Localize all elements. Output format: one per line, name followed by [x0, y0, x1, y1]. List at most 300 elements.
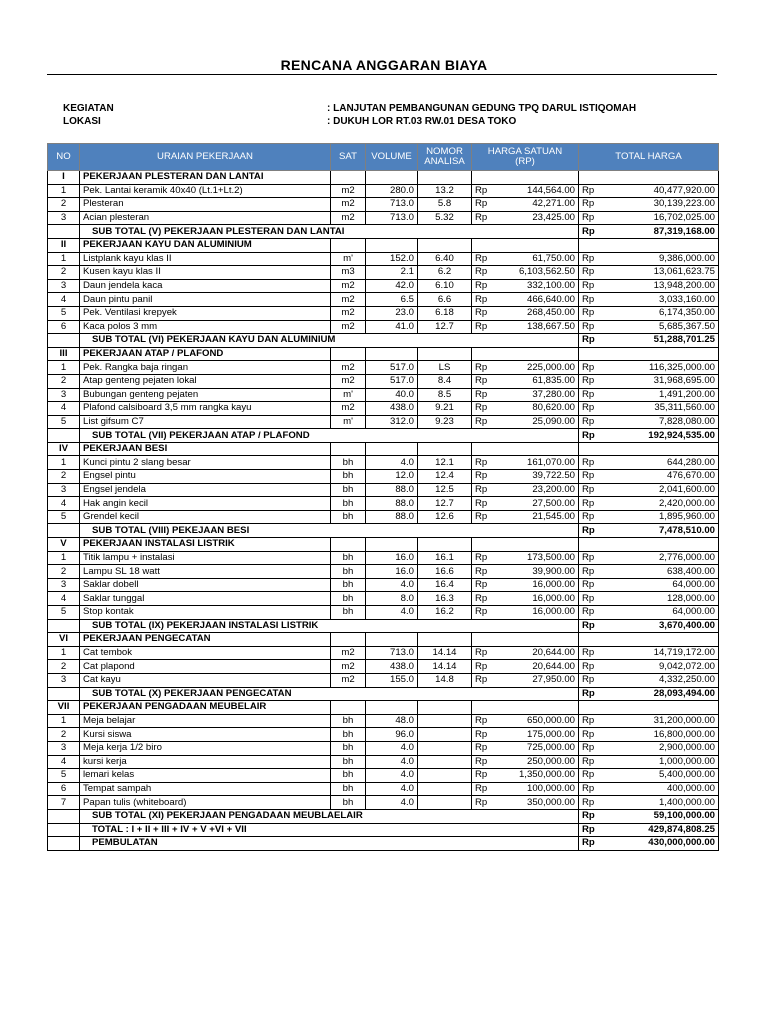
cell-analysis-number: 12.4 — [418, 470, 472, 484]
cell-unit-price: 161,070.00 — [492, 456, 579, 470]
cell-total-price: 400,000.00 — [599, 782, 719, 796]
cell-empty — [331, 633, 366, 647]
col-header-volume: VOLUME — [366, 144, 418, 171]
cell-empty — [599, 442, 719, 456]
cell-description: Daun pintu panil — [80, 293, 331, 307]
cell-currency: Rp — [472, 497, 492, 511]
cell-empty — [366, 633, 418, 647]
cell-no: VII — [48, 701, 80, 715]
cell-total-price: 13,948,200.00 — [599, 279, 719, 293]
cell-volume: 312.0 — [366, 415, 418, 429]
cell-currency: Rp — [579, 782, 599, 796]
cell-description: Cat plapond — [80, 660, 331, 674]
subtotal-row — [48, 809, 719, 823]
cell-section-title: PEKERJAAN INSTALASI LISTRIK — [80, 538, 331, 552]
table-row — [48, 592, 719, 606]
cell-empty — [418, 347, 472, 361]
cell-empty — [579, 171, 599, 185]
cell-currency: Rp — [579, 429, 599, 443]
subtotal-row — [48, 619, 719, 633]
cell-description: Listplank kayu klas II — [80, 252, 331, 266]
cell-subtotal-value: 59,100,000.00 — [599, 809, 719, 823]
table-row — [48, 741, 719, 755]
cell-currency: Rp — [472, 415, 492, 429]
subtotal-row — [48, 334, 719, 348]
cell-no: 2 — [48, 470, 80, 484]
cell-unit: m2 — [331, 198, 366, 212]
cell-volume: 96.0 — [366, 728, 418, 742]
cell-description: Bubungan genteng pejaten — [80, 388, 331, 402]
cell-currency: Rp — [472, 374, 492, 388]
cell-no: II — [48, 238, 80, 252]
cell-subtotal-label: SUB TOTAL (IX) PEKERJAAN INSTALASI LISTRIK — [80, 619, 579, 633]
cell-unit-price: 466,640.00 — [492, 293, 579, 307]
col-header-nomor-analisa — [418, 144, 472, 171]
table-row — [48, 673, 719, 687]
cell-no: 5 — [48, 415, 80, 429]
cell-currency: Rp — [472, 266, 492, 280]
table-row — [48, 769, 719, 783]
cell-currency: Rp — [579, 279, 599, 293]
cell-empty — [472, 347, 492, 361]
cell-unit-price: 37,280.00 — [492, 388, 579, 402]
table-row — [48, 483, 719, 497]
cell-unit-price: 100,000.00 — [492, 782, 579, 796]
cell-empty — [472, 701, 492, 715]
cell-description: Meja belajar — [80, 714, 331, 728]
cell-analysis-number: 9.21 — [418, 402, 472, 416]
cell-empty — [418, 171, 472, 185]
cell-currency: Rp — [579, 402, 599, 416]
cell-no: 4 — [48, 592, 80, 606]
cell-empty — [48, 823, 80, 837]
cell-no: 4 — [48, 497, 80, 511]
cell-subtotal-label: SUB TOTAL (VIII) PEKEJAAN BESI — [80, 524, 579, 538]
cell-no: 6 — [48, 782, 80, 796]
cell-no: 2 — [48, 266, 80, 280]
cell-volume: 438.0 — [366, 660, 418, 674]
cell-currency: Rp — [579, 361, 599, 375]
cell-unit: bh — [331, 456, 366, 470]
cell-unit: m2 — [331, 673, 366, 687]
cell-no: I — [48, 171, 80, 185]
cell-unit-price: 39,722.50 — [492, 470, 579, 484]
cell-unit: bh — [331, 796, 366, 810]
cell-subtotal-value: 7,478,510.00 — [599, 524, 719, 538]
cell-currency: Rp — [579, 456, 599, 470]
cell-subtotal-label: SUB TOTAL (X) PEKERJAAN PENGECATAN — [80, 687, 579, 701]
cell-volume: 713.0 — [366, 646, 418, 660]
cell-currency: Rp — [472, 361, 492, 375]
cell-empty — [366, 538, 418, 552]
cell-no: 1 — [48, 646, 80, 660]
cell-empty — [418, 633, 472, 647]
cell-currency: Rp — [579, 673, 599, 687]
cell-unit: m2 — [331, 279, 366, 293]
meta-lokasi — [63, 116, 516, 127]
cell-total-price: 128,000.00 — [599, 592, 719, 606]
cell-description: Cat tembok — [80, 646, 331, 660]
cell-description: Plesteran — [80, 198, 331, 212]
cell-unit-price: 173,500.00 — [492, 551, 579, 565]
cell-analysis-number — [418, 796, 472, 810]
cell-currency: Rp — [579, 741, 599, 755]
cell-currency: Rp — [472, 402, 492, 416]
cell-description: Pek. Rangka baja ringan — [80, 361, 331, 375]
cell-unit-price: 16,000.00 — [492, 578, 579, 592]
cell-currency: Rp — [579, 306, 599, 320]
cell-total-price: 638,400.00 — [599, 565, 719, 579]
table-row — [48, 755, 719, 769]
cell-unit-price: 80,620.00 — [492, 402, 579, 416]
cell-analysis-number: 14.8 — [418, 673, 472, 687]
cell-currency: Rp — [579, 510, 599, 524]
cell-currency: Rp — [579, 225, 599, 239]
cell-total-price: 644,280.00 — [599, 456, 719, 470]
cell-volume: 48.0 — [366, 714, 418, 728]
cell-empty — [418, 538, 472, 552]
cell-empty — [331, 442, 366, 456]
cell-subtotal-value: 430,000,000.00 — [599, 837, 719, 851]
table-row — [48, 660, 719, 674]
cell-analysis-number: 16.1 — [418, 551, 472, 565]
cell-empty — [579, 538, 599, 552]
cell-volume: 152.0 — [366, 252, 418, 266]
col-header-nomor-line2: ANALISA — [424, 156, 465, 167]
table-row — [48, 415, 719, 429]
col-header-nomor-line1: NOMOR — [426, 146, 463, 157]
cell-no: 5 — [48, 769, 80, 783]
cell-no: 3 — [48, 279, 80, 293]
cell-section-title: PEKERJAAN PLESTERAN DAN LANTAI — [80, 171, 331, 185]
cell-empty — [599, 633, 719, 647]
cell-unit: bh — [331, 741, 366, 755]
cell-volume: 4.0 — [366, 755, 418, 769]
cell-no: 6 — [48, 320, 80, 334]
cell-currency: Rp — [472, 306, 492, 320]
cell-total-price: 31,200,000.00 — [599, 714, 719, 728]
cell-empty — [579, 633, 599, 647]
cell-analysis-number: 16.4 — [418, 578, 472, 592]
cell-description: kursi kerja — [80, 755, 331, 769]
cell-analysis-number — [418, 782, 472, 796]
section-row — [48, 442, 719, 456]
cell-description: List gifsum C7 — [80, 415, 331, 429]
cell-unit: m' — [331, 252, 366, 266]
table-row — [48, 184, 719, 198]
meta-value: : DUKUH LOR RT.03 RW.01 DESA TOKO — [327, 116, 517, 127]
cell-subtotal-value: 3,670,400.00 — [599, 619, 719, 633]
cell-currency: Rp — [579, 646, 599, 660]
cell-subtotal-label: SUB TOTAL (VII) PEKERJAAN ATAP / PLAFOND — [80, 429, 579, 443]
cell-analysis-number: 16.6 — [418, 565, 472, 579]
cell-no: 1 — [48, 551, 80, 565]
table-row — [48, 782, 719, 796]
cell-unit: bh — [331, 470, 366, 484]
cell-unit-price: 250,000.00 — [492, 755, 579, 769]
table-row — [48, 293, 719, 307]
cell-volume: 42.0 — [366, 279, 418, 293]
cell-no: IV — [48, 442, 80, 456]
cell-total-price: 31,968,695.00 — [599, 374, 719, 388]
cell-subtotal-label: TOTAL : I + II + III + IV + V +VI + VII — [80, 823, 579, 837]
cell-total-price: 2,900,000.00 — [599, 741, 719, 755]
cell-total-price: 1,400,000.00 — [599, 796, 719, 810]
cell-no: 1 — [48, 252, 80, 266]
cell-no: III — [48, 347, 80, 361]
table-row — [48, 578, 719, 592]
cell-currency: Rp — [472, 714, 492, 728]
cell-currency: Rp — [472, 646, 492, 660]
cell-currency: Rp — [579, 334, 599, 348]
cell-currency: Rp — [472, 673, 492, 687]
cell-analysis-number — [418, 769, 472, 783]
cell-analysis-number: 14.14 — [418, 660, 472, 674]
col-header-harga-line2: (RP) — [515, 156, 535, 167]
cell-unit-price: 20,644.00 — [492, 660, 579, 674]
cell-no: V — [48, 538, 80, 552]
cell-currency: Rp — [579, 755, 599, 769]
cell-currency: Rp — [579, 687, 599, 701]
cell-volume: 713.0 — [366, 198, 418, 212]
cell-currency: Rp — [579, 769, 599, 783]
cell-empty — [48, 837, 80, 851]
cell-currency: Rp — [579, 211, 599, 225]
cell-currency: Rp — [472, 470, 492, 484]
cell-description: Hak angin kecil — [80, 497, 331, 511]
meta-kegiatan — [63, 103, 636, 114]
section-row — [48, 538, 719, 552]
cell-subtotal-value: 87,319,168.00 — [599, 225, 719, 239]
cell-description: Saklar tunggal — [80, 592, 331, 606]
col-header-sat: SAT — [331, 144, 366, 171]
cell-empty — [492, 701, 579, 715]
cell-unit: m' — [331, 388, 366, 402]
cell-no: 1 — [48, 361, 80, 375]
cell-empty — [579, 238, 599, 252]
cell-empty — [366, 701, 418, 715]
cell-empty — [418, 701, 472, 715]
cell-analysis-number — [418, 714, 472, 728]
cell-empty — [331, 538, 366, 552]
section-row — [48, 347, 719, 361]
cell-no: 5 — [48, 306, 80, 320]
cell-unit-price: 725,000.00 — [492, 741, 579, 755]
cell-description: Saklar dobell — [80, 578, 331, 592]
table-row — [48, 714, 719, 728]
cell-total-price: 116,325,000.00 — [599, 361, 719, 375]
cell-currency: Rp — [472, 728, 492, 742]
table-row — [48, 306, 719, 320]
cell-empty — [492, 347, 579, 361]
cell-volume: 4.0 — [366, 606, 418, 620]
cell-total-price: 4,332,250.00 — [599, 673, 719, 687]
cell-description: Meja kerja 1/2 biro — [80, 741, 331, 755]
cell-total-price: 16,702,025.00 — [599, 211, 719, 225]
cell-currency: Rp — [472, 279, 492, 293]
subtotal-row — [48, 687, 719, 701]
cell-currency: Rp — [579, 578, 599, 592]
meta-label: KEGIATAN — [63, 103, 114, 114]
cell-analysis-number: 6.10 — [418, 279, 472, 293]
cell-total-price: 1,491,200.00 — [599, 388, 719, 402]
cell-total-price: 13,061,623.75 — [599, 266, 719, 280]
cell-analysis-number: 6.40 — [418, 252, 472, 266]
cell-no: 7 — [48, 796, 80, 810]
cell-volume: 16.0 — [366, 551, 418, 565]
cell-total-price: 476,670.00 — [599, 470, 719, 484]
cell-description: Engsel pintu — [80, 470, 331, 484]
cell-currency: Rp — [579, 837, 599, 851]
cell-analysis-number: 6.18 — [418, 306, 472, 320]
cell-unit: bh — [331, 592, 366, 606]
cell-currency: Rp — [472, 211, 492, 225]
cell-no: 5 — [48, 606, 80, 620]
cell-currency: Rp — [579, 497, 599, 511]
cell-currency: Rp — [472, 755, 492, 769]
cell-empty — [599, 538, 719, 552]
cell-volume: 438.0 — [366, 402, 418, 416]
cell-analysis-number — [418, 741, 472, 755]
cell-empty — [366, 238, 418, 252]
cell-analysis-number: 16.2 — [418, 606, 472, 620]
cell-volume: 280.0 — [366, 184, 418, 198]
cell-analysis-number: 12.6 — [418, 510, 472, 524]
cell-currency: Rp — [472, 510, 492, 524]
cell-subtotal-label: SUB TOTAL (XI) PEKERJAAN PENGADAAN MEUBLAELAIR — [80, 809, 579, 823]
subtotal-row — [48, 823, 719, 837]
cell-currency: Rp — [472, 660, 492, 674]
cell-no: 3 — [48, 483, 80, 497]
table-row — [48, 728, 719, 742]
cell-analysis-number: 8.5 — [418, 388, 472, 402]
cell-total-price: 35,311,560.00 — [599, 402, 719, 416]
cell-unit-price: 225,000.00 — [492, 361, 579, 375]
cell-subtotal-value: 192,924,535.00 — [599, 429, 719, 443]
cell-empty — [331, 347, 366, 361]
cell-unit-price: 16,000.00 — [492, 606, 579, 620]
col-header-harga-satuan — [472, 144, 579, 171]
cell-volume: 12.0 — [366, 470, 418, 484]
cell-currency: Rp — [472, 592, 492, 606]
cell-currency: Rp — [579, 320, 599, 334]
cell-total-price: 16,800,000.00 — [599, 728, 719, 742]
cell-unit-price: 25,090.00 — [492, 415, 579, 429]
cell-analysis-number — [418, 728, 472, 742]
cell-description: Papan tulis (whiteboard) — [80, 796, 331, 810]
cell-analysis-number: 9.23 — [418, 415, 472, 429]
cell-volume: 155.0 — [366, 673, 418, 687]
cell-no: 4 — [48, 755, 80, 769]
cell-subtotal-label: SUB TOTAL (V) PEKERJAAN PLESTERAN DAN LANTAI — [80, 225, 579, 239]
cell-empty — [599, 238, 719, 252]
cell-unit: bh — [331, 769, 366, 783]
cell-volume: 23.0 — [366, 306, 418, 320]
cell-analysis-number: 6.2 — [418, 266, 472, 280]
cell-no: 1 — [48, 184, 80, 198]
cell-analysis-number: 6.6 — [418, 293, 472, 307]
cell-empty — [48, 225, 80, 239]
cell-currency: Rp — [579, 809, 599, 823]
cell-currency: Rp — [579, 483, 599, 497]
cell-unit-price: 332,100.00 — [492, 279, 579, 293]
cell-unit: m2 — [331, 293, 366, 307]
cell-empty — [418, 442, 472, 456]
cell-no: 3 — [48, 578, 80, 592]
cell-unit: m2 — [331, 211, 366, 225]
cell-empty — [48, 809, 80, 823]
meta-label: LOKASI — [63, 116, 101, 127]
cell-empty — [492, 238, 579, 252]
cell-empty — [48, 429, 80, 443]
cell-analysis-number: 12.7 — [418, 320, 472, 334]
cell-unit-price: 144,564.00 — [492, 184, 579, 198]
table-row — [48, 198, 719, 212]
cell-currency: Rp — [579, 606, 599, 620]
cell-volume: 4.0 — [366, 578, 418, 592]
cell-analysis-number: 5.32 — [418, 211, 472, 225]
cell-empty — [599, 171, 719, 185]
cell-empty — [366, 442, 418, 456]
cell-description: Plafond calsiboard 3,5 mm rangka kayu — [80, 402, 331, 416]
cell-no: 2 — [48, 198, 80, 212]
cell-volume: 8.0 — [366, 592, 418, 606]
table-row — [48, 796, 719, 810]
cell-section-title: PEKERJAAN PENGECATAN — [80, 633, 331, 647]
section-row — [48, 701, 719, 715]
cell-total-price: 5,685,367.50 — [599, 320, 719, 334]
cell-volume: 88.0 — [366, 483, 418, 497]
cell-currency: Rp — [579, 796, 599, 810]
cell-unit: m2 — [331, 646, 366, 660]
cell-no: 1 — [48, 714, 80, 728]
cell-currency: Rp — [472, 456, 492, 470]
cell-unit: bh — [331, 565, 366, 579]
cell-empty — [418, 238, 472, 252]
cell-currency: Rp — [472, 606, 492, 620]
col-header-no: NO — [48, 144, 80, 171]
cell-empty — [48, 334, 80, 348]
cell-currency: Rp — [579, 470, 599, 484]
cell-unit: bh — [331, 510, 366, 524]
table-row — [48, 374, 719, 388]
cell-empty — [366, 347, 418, 361]
cell-total-price: 6,174,350.00 — [599, 306, 719, 320]
cell-unit-price: 175,000.00 — [492, 728, 579, 742]
cell-empty — [472, 442, 492, 456]
cell-total-price: 14,719,172.00 — [599, 646, 719, 660]
cell-unit-price: 27,500.00 — [492, 497, 579, 511]
cell-description: Cat kayu — [80, 673, 331, 687]
cell-volume: 4.0 — [366, 782, 418, 796]
cell-currency: Rp — [579, 198, 599, 212]
cell-empty — [492, 442, 579, 456]
cell-total-price: 40,477,920.00 — [599, 184, 719, 198]
cell-analysis-number — [418, 755, 472, 769]
cell-currency: Rp — [579, 266, 599, 280]
cell-empty — [331, 701, 366, 715]
table-row — [48, 279, 719, 293]
cell-volume: 4.0 — [366, 741, 418, 755]
cell-currency: Rp — [472, 320, 492, 334]
cell-currency: Rp — [579, 728, 599, 742]
cell-section-title: PEKERJAAN PENGADAAN MEUBELAIR — [80, 701, 331, 715]
cell-description: Tempat sampah — [80, 782, 331, 796]
cell-volume: 6.5 — [366, 293, 418, 307]
cell-unit: m2 — [331, 361, 366, 375]
cell-subtotal-label: SUB TOTAL (VI) PEKERJAAN KAYU DAN ALUMINIUM — [80, 334, 579, 348]
cell-currency: Rp — [579, 592, 599, 606]
